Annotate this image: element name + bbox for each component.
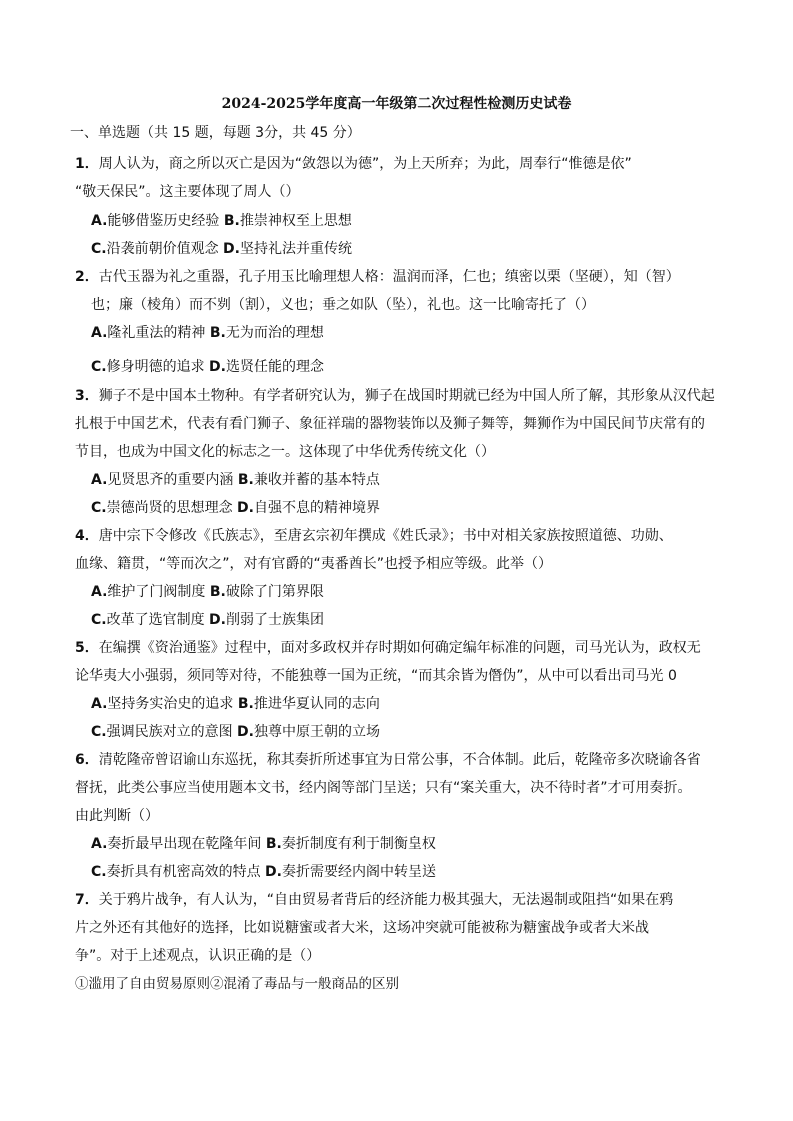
question-6-options-ab xyxy=(91,835,436,853)
option-c-letter: C. xyxy=(91,612,107,628)
option-c-text: 崇德尚贤的思想理念 xyxy=(106,500,238,516)
question-5-options-cd xyxy=(91,723,380,741)
question-6-line-2: 督抚，此类公事应当使用题本文书，经内阁等部门呈送；只有“案关重大，决不待时者”才可用奏折。 xyxy=(75,780,692,796)
question-2-options-ab xyxy=(91,324,324,342)
option-d-letter: D. xyxy=(237,500,254,516)
option-a-letter: A. xyxy=(91,213,108,229)
option-d-letter: D. xyxy=(223,241,240,257)
question-number: 3． xyxy=(75,388,99,404)
option-b-text: 兼收并蓄的基本特点 xyxy=(253,472,380,488)
option-c-text: 沿袭前朝价值观念 xyxy=(106,241,224,257)
option-a-text: 坚持务实治史的追求 xyxy=(107,696,238,712)
option-c-letter: C. xyxy=(91,359,107,375)
question-stem: 唐中宗下令修改《氏族志》，至唐玄宗初年撰成《姓氏录》；书中对相关家族按照道德、功勋、 xyxy=(98,528,673,544)
option-a-text: 奏折最早出现在乾隆年间 xyxy=(107,836,266,852)
option-b-text: 推崇神权至上思想 xyxy=(239,213,352,229)
question-stem: 清乾隆帝曾诏谕山东巡抚，称其奏折所述事宜为日常公事，不合体制。此后，乾隆帝多次晓谕各省 xyxy=(98,752,701,768)
option-d-text: 独尊中原王朝的立场 xyxy=(254,724,380,740)
question-stem: 在编撰《资治通鉴》过程中，面对多政权并存时期如何确定编年标准的问题，司马光认为，政权无 xyxy=(98,640,701,656)
option-a-letter: A. xyxy=(91,325,108,341)
option-b-text: 推进华夏认同的志向 xyxy=(253,696,380,712)
question-stem: 关于鸦片战争，有人认为，“自由贸易者背后的经济能力极其强大，无法遏制或阻挡“如果在鸦 xyxy=(98,892,674,908)
option-a-letter: A. xyxy=(91,584,108,600)
option-b-letter: B. xyxy=(209,325,226,341)
option-c-letter: C. xyxy=(91,241,107,257)
option-d-text: 自强不息的精神境界 xyxy=(254,500,380,516)
option-c-text: 修身明德的追求 xyxy=(106,359,210,375)
question-2-line-2: 也；廉（棱角）而不刿（割），义也；垂之如队（坠），礼也。这一比喻寄托了（） xyxy=(91,297,595,313)
question-2-options-cd xyxy=(91,358,324,376)
option-b-letter: B. xyxy=(223,213,240,229)
question-7-line-2: 片之外还有其他好的选择，比如说糖蜜或者大米，这场冲突就可能被称为糖蜜战争或者大米战 xyxy=(75,920,649,936)
question-stem: 古代玉器为礼之重器，孔子用玉比喻理想人格：温润而泽，仁也；缜密以栗（坚硬），知（智） xyxy=(98,269,680,285)
question-1-options-cd xyxy=(91,240,352,258)
question-6-line-1 xyxy=(75,751,701,769)
question-7-statements: ①滥用了自由贸易原则②混淆了毒品与一般商品的区别 xyxy=(75,976,399,992)
option-c-letter: C. xyxy=(91,864,107,880)
question-number: 7． xyxy=(75,892,99,908)
question-7-line-3: 争”。对于上述观点，认识正确的是（） xyxy=(75,948,321,964)
option-b-text: 破除了门第界限 xyxy=(225,584,324,600)
question-number: 5． xyxy=(75,640,99,656)
question-number: 2． xyxy=(75,269,99,285)
question-5-options-ab xyxy=(91,695,380,713)
option-d-letter: D. xyxy=(265,864,282,880)
question-number: 6． xyxy=(75,752,99,768)
option-a-letter: A. xyxy=(91,696,108,712)
option-c-letter: C. xyxy=(91,500,107,516)
question-7-line-1 xyxy=(75,891,673,909)
option-d-letter: D. xyxy=(209,612,226,628)
option-d-text: 选贤任能的理念 xyxy=(226,359,324,375)
question-6-options-cd xyxy=(91,863,436,881)
option-d-text: 奏折需要经内阁中转呈送 xyxy=(282,864,436,880)
option-c-text: 奏折具有机密高效的特点 xyxy=(106,864,266,880)
option-a-text: 隆礼重法的精神 xyxy=(107,325,210,341)
question-number: 4． xyxy=(75,528,99,544)
question-5-line-1 xyxy=(75,639,701,657)
option-a-text: 见贤思齐的重要内涵 xyxy=(107,472,238,488)
option-a-letter: A. xyxy=(91,836,108,852)
question-4-line-1 xyxy=(75,527,673,545)
option-c-letter: C. xyxy=(91,724,107,740)
question-3-line-1 xyxy=(75,387,715,405)
question-3-line-3: 节目，也成为中国文化的标志之一。这体现了中华优秀传统文化（） xyxy=(75,444,495,460)
question-4-line-2: 血缘、籍贯，“等而次之”，对有官爵的“夷番酋长”也授予相应等级。此举（） xyxy=(75,556,553,572)
option-a-text: 能够借鉴历史经验 xyxy=(107,213,224,229)
option-b-text: 无为而治的理想 xyxy=(225,325,324,341)
option-b-text: 奏折制度有利于制衡皇权 xyxy=(281,836,436,852)
question-2-line-1 xyxy=(75,268,680,286)
option-d-letter: D. xyxy=(237,724,254,740)
option-c-text: 强调民族对立的意图 xyxy=(106,724,238,740)
question-number: 1． xyxy=(75,156,99,172)
question-1-line-2: “敬天保民”。这主要体现了周人（） xyxy=(75,184,300,200)
question-3-line-2: 扎根于中国艺术，代表有看门狮子、象征祥瑞的器物装饰以及狮子舞等，舞狮作为中国民间节庆常有的 xyxy=(75,416,705,432)
option-d-text: 坚持礼法并重传统 xyxy=(240,241,352,257)
option-a-text: 维护了门阀制度 xyxy=(107,584,210,600)
option-a-letter: A. xyxy=(91,472,108,488)
option-c-text: 改革了选官制度 xyxy=(106,612,210,628)
question-3-options-cd xyxy=(91,499,380,517)
question-6-line-3: 由此判断（） xyxy=(75,808,159,824)
option-d-letter: D. xyxy=(209,359,226,375)
option-b-letter: B. xyxy=(209,584,226,600)
question-stem: 狮子不是中国本土物种。有学者研究认为，狮子在战国时期就已经为中国人所了解，其形象从汉代起 xyxy=(98,388,715,404)
exam-title: 2024-2025学年度高一年级第二次过程性检测历史试卷 xyxy=(221,96,572,112)
option-b-letter: B. xyxy=(265,836,282,852)
question-stem: 周人认为，商之所以灭亡是因为“敛怨以为德”，为上天所弃；为此，周奉行“惟德是依” xyxy=(98,156,632,172)
question-4-options-cd xyxy=(91,611,324,629)
question-4-options-ab xyxy=(91,583,324,601)
question-3-options-ab xyxy=(91,471,380,489)
option-b-letter: B. xyxy=(237,472,254,488)
option-d-text: 削弱了士族集团 xyxy=(226,612,324,628)
question-5-line-2: 论华夷大小强弱，须同等对待，不能独尊一国为正统，“而其余皆为僭伪”，从中可以看出司马光 0 xyxy=(75,668,677,684)
question-1-line-1 xyxy=(75,155,632,173)
question-1-options-ab xyxy=(91,212,352,230)
section-heading: 一、单选题（共 15 题，每题 3分，共 45 分） xyxy=(70,125,361,141)
option-b-letter: B. xyxy=(237,696,254,712)
